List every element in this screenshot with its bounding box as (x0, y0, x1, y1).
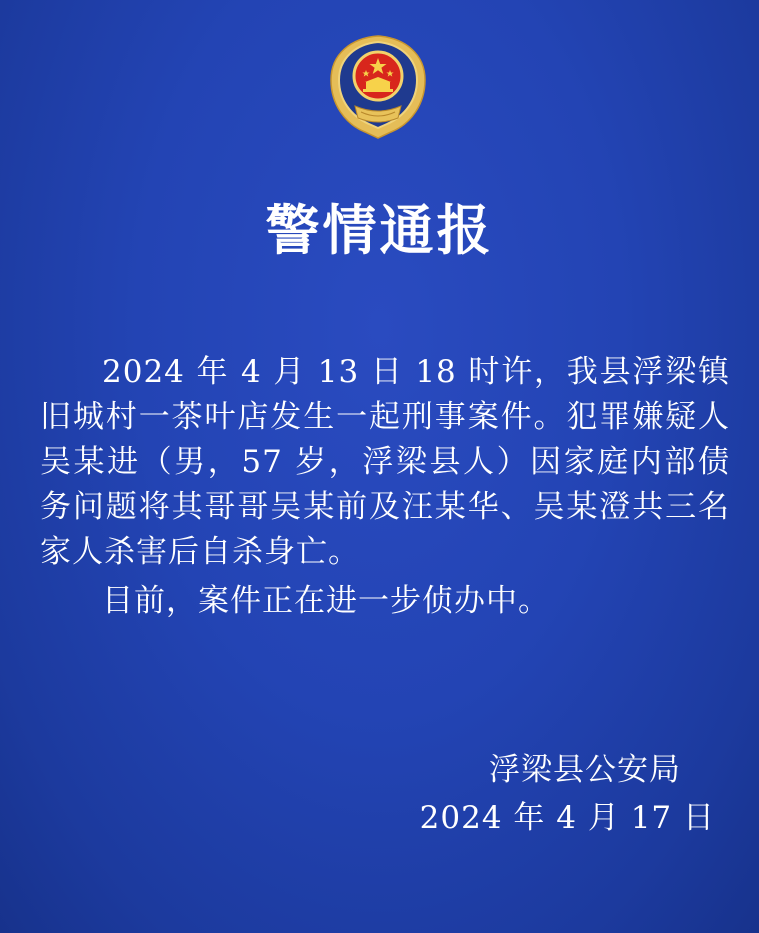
notice-body (40, 350, 730, 624)
notice-paragraph: 目前，案件正在进一步侦办中。 (102, 583, 550, 619)
issue-date: 2024 年 4 月 17 日 (419, 800, 715, 836)
signature-block (415, 746, 715, 842)
notice-title: 警情通报 (265, 199, 494, 262)
notice-paragraph: 2024 年 4 月 13 日 18 时许，我县浮梁镇旧城村一茶叶店发生一起刑事案件。犯罪嫌疑人吴某进（男，57 岁，浮梁县人）因家庭内部债务问题将其哥哥吴某前及汪某华、吴某澄共三名家人杀害后自杀身亡。 (40, 354, 730, 570)
issuing-organization: 浮梁县公安局 (489, 752, 681, 788)
police-emblem-icon (325, 32, 431, 142)
